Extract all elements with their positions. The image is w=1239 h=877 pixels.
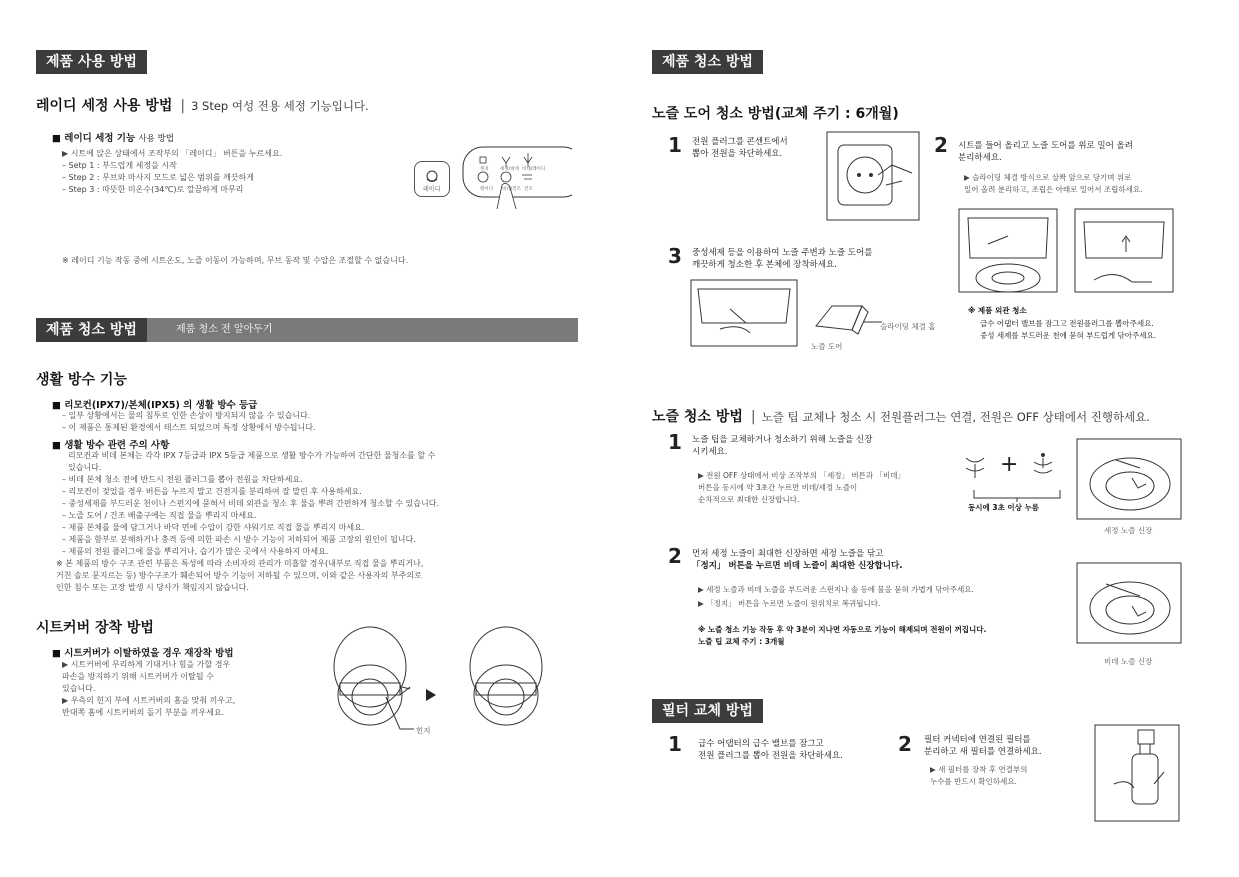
seatcover-illustration xyxy=(318,625,558,740)
door-step-3-line-2: 깨끗하게 청소한 후 본체에 장착하세요. xyxy=(692,260,837,270)
waterproof-line-6: – 노즐 도어 / 건조 배출구에는 직접 물을 뿌리지 마세요. xyxy=(62,511,257,520)
filter-step-1-line-2: 전원 플러그를 뽑아 전원을 차단하세요. xyxy=(698,751,843,761)
nozzle-door-label: 노즐 도어 xyxy=(811,342,843,351)
door-step-2-line-2: 분리하세요. xyxy=(958,153,1002,163)
nozzle-clean-title-text: 노즐 청소 방법 xyxy=(652,409,743,425)
lady-wash-title xyxy=(36,95,369,115)
filter-step-2-note-1: ▶ 새 필터를 장착 후 연결부의 xyxy=(930,765,1028,774)
nozzle-step-1-note-1: ▶ 전원 OFF 상태에서 비상 조작부의 「세정」 버튼과 「비데」 xyxy=(698,471,906,480)
waterproof-line-1: 리모컨과 비데 본체는 각각 IPX 7등급과 IPX 5등급 제품으로 생활 방수가 가능하여 간단한 물청소를 할 수 xyxy=(68,451,436,460)
waterproof-line-11: 거친 솔로 문지르는 등) 방수구조가 훼손되어 방수 기능이 저하될 수 있으며, 이와 같은 사용자의 부주의로 xyxy=(56,571,422,580)
wash-nozzle-extend-illustration xyxy=(1076,438,1182,520)
seatcover-line-2: 파손을 방지하기 위해 시트커버가 이탈될 수 xyxy=(62,672,214,681)
bidet-nozzle-caption: 비데 노즐 신장 xyxy=(1104,657,1153,666)
exterior-clean-title: ※ 제품 외관 청소 xyxy=(968,306,1027,315)
seatcover-title: 시트커버 장착 방법 xyxy=(36,620,154,636)
nozzle-warn-2: 노즐 팁 교체 주기 : 3개월 xyxy=(698,637,785,646)
panel-label-1: 정지 xyxy=(480,167,489,172)
nozzle-step-1-note-2: 버튼을 동시에 약 3초간 누르면 비데/세정 노즐이 xyxy=(698,483,858,492)
waterproof-line-7: – 제품 본체를 물에 담그거나 바닥 면에 수압이 강한 샤워기로 직접 물을 뿌리지 마세요. xyxy=(62,523,365,532)
filter-replace-illustration xyxy=(1094,724,1180,822)
seatcover-line-5: 반대쪽 홈에 시트커버의 돌기 부분을 끼우세요. xyxy=(62,708,225,717)
nozzle-step-1-line-2: 시키세요. xyxy=(692,447,728,457)
wash-button-icon xyxy=(960,452,990,482)
usage-section-header: 제품 사용 방법 xyxy=(36,50,147,74)
waterproof-line-9: – 제품의 전원 플러그에 물을 뿌리거나, 습기가 많은 곳에서 사용하지 마세요. xyxy=(62,547,329,556)
door-step-2-number: 2 xyxy=(934,133,948,157)
waterproof-line-4: – 리모컨이 젖었을 경우 버튼을 누르지 말고 건전지를 분리하여 잘 말린 후 사용하세요. xyxy=(62,487,362,496)
control-panel-illustration xyxy=(462,137,572,209)
door-step-2-note-1: ▶ 슬라이딩 체결 방식으로 살짝 앞으로 당기며 위로 xyxy=(964,173,1132,182)
door-step-1-line-1: 전원 플러그를 콘센트에서 xyxy=(692,137,788,147)
waterproof-sub1-line-1: – 일부 상황에서는 물의 침투로 인한 손상이 방지되지 않을 수 있습니다. xyxy=(62,411,311,420)
lady-line-3: – Step 2 : 무브와 마사지 모드로 넓은 범위를 깨끗하게 xyxy=(62,173,254,182)
nozzle-step-2-line-1: 먼저 세정 노즐이 최대한 신장하면 세정 노즐을 닦고 xyxy=(692,549,884,559)
lady-wash-title-text: 레이디 세정 사용 방법 xyxy=(36,98,173,114)
lady-wash-subtitle-small: 사용 방법 xyxy=(138,134,174,144)
door-step-1-line-2: 뽑아 전원을 차단하세요. xyxy=(692,149,783,159)
waterproof-sub1-line-2: – 이 제품은 통제된 환경에서 테스트 되었으며 특정 상황에서 방수됩니다. xyxy=(62,423,316,432)
panel-label-5: 비데/건조 xyxy=(502,187,521,192)
lady-line-4: – Step 3 : 따뜻한 미온수(34℃)로 깔끔하게 마무리 xyxy=(62,185,244,194)
waterproof-sub1: ■ 리모컨(IPX7)/본체(IPX5) 의 생활 방수 등급 xyxy=(52,400,258,411)
door-step-1-number: 1 xyxy=(668,133,682,157)
plus-sign: + xyxy=(1000,452,1019,477)
door-step-3-number: 3 xyxy=(668,244,682,268)
slide-groove-label: 슬라이딩 체결 홈 xyxy=(880,322,936,331)
nozzle-step-2-note-1: ▶ 세정 노즐과 비데 노즐을 부드러운 스펀지나 솔 등에 물을 묻혀 가볍게 닦아주세요. xyxy=(698,585,974,594)
seatcover-line-1: ▶ 시트커버에 무리하게 기대거나 힘을 가할 경우 xyxy=(62,660,231,669)
bidet-nozzle-extend-illustration xyxy=(1076,562,1182,644)
arrow-icon xyxy=(426,689,436,701)
nozzle-step-1-line-1: 노즐 팁을 교체하거나 청소하기 위해 노즐을 신장 xyxy=(692,435,873,445)
unplug-illustration xyxy=(826,131,920,221)
nozzle-clean-desc: 노즐 팁 교체나 청소 시 전원플러그는 연결, 전원은 OFF 상태에서 진행하세요. xyxy=(761,410,1150,424)
door-clean-illustration xyxy=(690,279,798,347)
lady-line-1: ▶ 시트에 앉은 상태에서 조작부의 「레이디」 버튼을 누르세요. xyxy=(62,149,283,158)
panel-label-4: 레이디 xyxy=(480,187,494,192)
door-step-2-note-2: 밀어 올려 분리하고, 조립은 아래로 밀어서 조립하세요. xyxy=(964,185,1143,194)
clean-before-header-sub: 제품 청소 전 알아두기 xyxy=(176,324,273,335)
waterproof-line-12: 인한 침수 또는 고장 발생 시 당사가 책임지지 않습니다. xyxy=(56,583,249,592)
waterproof-line-5: – 중성세제를 부드러운 천이나 스펀지에 묻혀서 비데 외관을 청소 후 물을 뿌려 간편하게 청소할 수 있습니다. xyxy=(62,499,439,508)
nozzle-door-part-illustration xyxy=(812,300,882,340)
waterproof-line-8: – 제품을 함부로 분해하거나 충격 등에 의한 파손 시 방수 기능이 저하되어 제품 고장의 원인이 됩니다. xyxy=(62,535,416,544)
right-clean-header: 제품 청소 방법 xyxy=(652,50,763,74)
divider: | xyxy=(180,98,186,114)
seatcover-line-4: ▶ 우측의 힌지 부에 시트커버의 홈을 맞춰 끼우고, xyxy=(62,696,236,705)
nozzle-step-1-note-3: 순차적으로 최대한 신장합니다. xyxy=(698,495,800,504)
hinge-label: 힌지 xyxy=(416,726,431,735)
filter-step-2-line-2: 분리하고 새 필터를 연결하세요. xyxy=(924,747,1042,757)
simultaneous-bracket xyxy=(972,488,1062,502)
door-step-3-line-1: 중성세제 등을 이용하여 노즐 주변과 노즐 도어를 xyxy=(692,248,873,258)
lady-wash-subtitle-text: ■ 레이디 세정 기능 xyxy=(52,133,136,144)
nozzle-door-title: 노즐 도어 청소 방법(교체 주기 : 6개월) xyxy=(652,106,899,122)
lady-button-label: 레이디 xyxy=(423,186,441,193)
wash-nozzle-caption: 세정 노즐 신장 xyxy=(1104,526,1153,535)
lady-wash-desc: 3 Step 여성 전용 세정 기능입니다. xyxy=(191,99,369,113)
bidet-button-icon xyxy=(1028,450,1058,480)
seatcover-sub: ■ 시트커버가 이탈하였을 경우 재장착 방법 xyxy=(52,648,234,659)
exterior-clean-line-2: 중성 세제를 부드러운 천에 묻혀 부드럽게 닦아주세요. xyxy=(980,331,1157,340)
lady-wash-subtitle xyxy=(52,130,174,144)
waterproof-title: 생활 방수 기능 xyxy=(36,372,127,388)
filter-header: 필터 교체 방법 xyxy=(652,699,763,723)
filter-step-2-number: 2 xyxy=(898,732,912,756)
nozzle-step-2-note-2: ▶ 「정지」 버튼을 누르면 노즐이 원위치로 복귀됩니다. xyxy=(698,599,881,608)
panel-label-6: 건조 xyxy=(524,187,533,192)
waterproof-line-2: 있습니다. xyxy=(68,463,102,472)
lady-line-2: – Setp 1 : 부드럽게 세정을 시작 xyxy=(62,161,177,170)
divider: | xyxy=(750,409,756,425)
nozzle-step-2-number: 2 xyxy=(668,544,682,568)
filter-step-2-note-2: 누수를 반드시 확인하세요. xyxy=(930,777,1017,786)
nozzle-step-2-line-2: 「정지」 버튼을 누르면 비데 노즐이 최대한 신장합니다. xyxy=(692,561,903,571)
filter-step-1-number: 1 xyxy=(668,732,682,756)
nozzle-step-1-number: 1 xyxy=(668,430,682,454)
door-remove-illustration-1 xyxy=(958,208,1058,293)
seatcover-line-3: 있습니다. xyxy=(62,684,96,693)
filter-step-1-line-1: 급수 어댑터의 급수 밸브를 잠그고 xyxy=(698,739,824,749)
filter-step-2-line-1: 필터 커넥터에 연결된 필터를 xyxy=(924,735,1031,745)
simultaneous-press-label: 동시에 3초 이상 누름 xyxy=(968,503,1040,512)
door-remove-illustration-2 xyxy=(1074,208,1174,293)
lady-note: ※ 레이디 기능 작동 중에 시트온도, 노즐 이동이 가능하며, 무브 동작 및 수압은 조절할 수 없습니다. xyxy=(62,256,409,265)
panel-label-3: 비데/레이디 xyxy=(522,167,546,172)
door-step-2-line-1: 시트를 들어 올리고 노즐 도어를 위로 밀어 올려 xyxy=(958,141,1133,151)
panel-label-2: 세정/비데 xyxy=(500,167,519,172)
clean-before-header-title: 제품 청소 방법 xyxy=(36,318,147,342)
waterproof-sub2: ■ 생활 방수 관련 주의 사항 xyxy=(52,440,170,451)
nozzle-warn-1: ※ 노즐 청소 기능 작동 후 약 3분이 지나면 자동으로 기능이 해제되며 전원이 꺼집니다. xyxy=(698,625,987,634)
waterproof-line-10: ※ 본 제품의 방수 구조 관련 부품은 특성에 따라 소비자의 관리가 미흡할 경우(내부로 직접 물을 뿌리거나, xyxy=(56,559,424,568)
clean-before-header xyxy=(36,318,578,342)
lady-button-illustration xyxy=(414,161,450,197)
waterproof-line-3: – 비데 본체 청소 전에 반드시 전원 플러그를 뽑아 전원을 차단하세요. xyxy=(62,475,303,484)
exterior-clean-line-1: 급수 어댑터 밸브를 잠그고 전원플러그를 뽑아주세요. xyxy=(980,319,1154,328)
nozzle-clean-title xyxy=(652,406,1150,426)
